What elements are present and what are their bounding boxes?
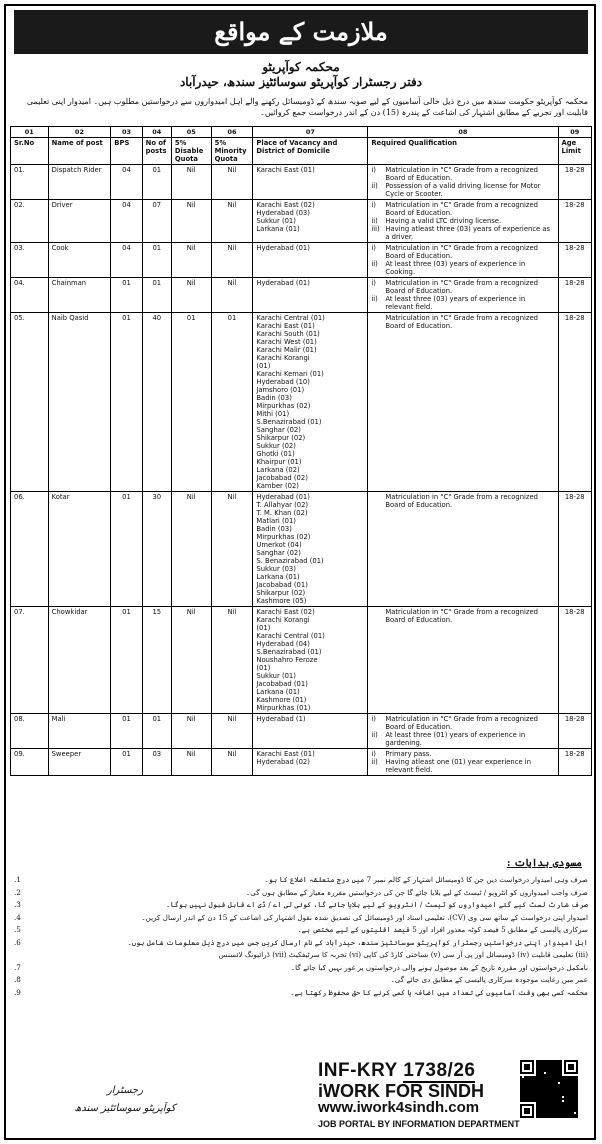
bps-cell: 01 [111,278,142,313]
qualification-cell [368,278,558,313]
sr-no-cell: 02. [11,200,49,243]
place-item: Mirpurkhas (01) [256,704,311,712]
place-item: Shikarpur (02) [256,589,306,597]
instruction-item [14,887,588,900]
qualification-list [371,244,554,276]
qualification-cell [368,200,558,243]
posts-count-cell: 01 [142,165,171,200]
instruction-item [14,937,588,950]
age-limit-cell: 18-28 [558,749,592,776]
qualification-marker [371,314,385,330]
place-item: Karachi East (02) [256,201,315,209]
age-limit-cell: 18-28 [558,313,592,492]
intro-paragraph: محکمہ کوآپریٹو حکومت سندھ میں درج ذیل خالی آسامیوں کے لیے صوبہ سندھ کے ڈومیسائل رکھنے والے اہل امیدواروں سے درخواستیں مطلوب ہیں۔ امیدوار اپنی تعلیمی قابلیت اور تجربے کے مطابق اشتہار کی اشاعت کے پندرہ (15) دن کے اندر درخواست جمع کروائیں۔ [26,97,588,117]
place-item: Karachi Korangi [256,616,310,624]
bps-cell: 01 [111,749,142,776]
qualification-text: Matriculation in "C" Grade from a recognized Board of Education. [385,279,538,295]
posts-count-cell: 01 [142,243,171,278]
table-row [11,749,592,776]
posts-count-cell: 01 [142,278,171,313]
qualification-text: At least three (03) years of experience in relevant field. [385,295,526,311]
bps-cell: 01 [111,492,142,607]
place-item: T. M. Khan (02) [256,509,308,517]
instruction-number: 8. [14,975,21,984]
qualification-list [371,715,554,747]
places-cell [253,749,368,776]
qualification-marker: i) [371,279,376,287]
qualification-marker [371,608,385,624]
place-item: Jacobabad (01) [256,680,308,688]
instruction-number: 5. [14,925,21,934]
disable-quota-cell: Nil [171,165,211,200]
qualification-item [371,260,554,276]
post-name-cell: Chainman [48,278,111,313]
age-limit-cell: 18-28 [558,278,592,313]
place-item: Kashmore (01) [256,696,307,704]
instruction-text: صرف واجب امیدواروں کو انٹرویو / ٹیسٹ کے لیے بلایا جائے گا جن کی درخواستیں مقررہ معیار کے مطابق ہوں گی۔ [246,887,588,897]
instruction-item [14,899,588,912]
place-item: Badin (03) [256,394,292,402]
table-row [11,165,592,200]
place-item: Karachi East (01) [256,322,315,330]
disable-quota-cell: Nil [171,714,211,749]
places-cell [253,165,368,200]
table-row [11,313,592,492]
place-item: Hyderabad (04) [256,640,310,648]
qualification-item [371,201,554,217]
qualification-item [371,182,554,198]
qualification-text: Matriculation in "C" Grade from a recognized Board of Education. [385,201,538,217]
qr-code-icon [520,1060,578,1118]
qualification-text: Matriculation in "C" Grade from a recognized Board of Education. [385,715,538,731]
qualification-marker: i) [371,750,376,758]
place-item: Karachi Central (01) [256,632,325,640]
place-item: Badin (03) [256,525,292,533]
place-item: Karachi Central (01) [256,314,325,322]
table-row [11,607,592,714]
disable-quota-cell: Nil [171,243,211,278]
qualification-text: Matriculation in "C" Grade from a recognized Board of Education. [385,244,538,260]
column-header: 5% Minority Quota [211,138,253,165]
qualification-cell [368,607,558,714]
posts-count-cell: 40 [142,313,171,492]
qualification-marker: ii) [371,758,378,766]
disable-quota-cell: Nil [171,492,211,607]
bps-cell: 04 [111,200,142,243]
column-header: Place of Vacancy and District of Domicile [253,138,368,165]
qualification-list [371,201,554,241]
instruction-item [14,962,588,975]
bps-cell: 01 [111,607,142,714]
qualification-list [371,314,554,330]
bps-cell: 01 [111,714,142,749]
qualification-text: Matriculation in "C" Grade from a recognized Board of Education. [385,166,538,182]
places-cell [253,313,368,492]
column-number: 04 [142,127,171,138]
place-item: Karachi South (01) [256,330,320,338]
disable-quota-cell: Nil [171,607,211,714]
places-cell [253,607,368,714]
qualification-cell [368,165,558,200]
qualification-list [371,166,554,198]
signature-title: رجسٹرار [106,1085,144,1096]
qualification-item [371,217,554,225]
minority-quota-cell: Nil [211,278,253,313]
place-item: Sanghar (02) [256,549,301,557]
column-number: 07 [253,127,368,138]
disable-quota-cell: Nil [171,278,211,313]
qualification-list [371,608,554,624]
column-number: 03 [111,127,142,138]
column-number-row [11,127,592,138]
column-number: 01 [11,127,49,138]
qualification-list [371,493,554,509]
bps-cell: 04 [111,243,142,278]
qualification-item [371,715,554,731]
place-item: Kamber (02) [256,482,299,490]
place-item: (01) [256,362,271,370]
place-item: Umerkot (04) [256,541,302,549]
brand-name [318,1082,520,1100]
table-row [11,714,592,749]
sr-no-cell: 04. [11,278,49,313]
minority-quota-cell: Nil [211,492,253,607]
qualification-text: Possession of a valid driving license for Motor Cycle or Scooter. [385,182,541,198]
place-item: Karachi Kemari (01) [256,370,324,378]
post-name-cell: Kotar [48,492,111,607]
instruction-number: 2. [14,887,21,897]
column-header-row [11,138,592,165]
place-item: Mithi (01) [256,410,290,418]
qualification-item [371,731,554,747]
post-name-cell: Chowkidar [48,607,111,714]
bps-cell: 01 [111,313,142,492]
place-item: Larkana (01) [256,573,300,581]
table-row [11,200,592,243]
sr-no-cell: 08. [11,714,49,749]
place-item: Karachi Korangi [256,354,310,362]
qualification-marker: i) [371,715,376,723]
qualification-marker [371,493,385,509]
instruction-text: نامکمل درخواستوں اور مقررہ تاریخ کے بعد موصول ہونے والی درخواستوں پر غور نہیں کیا جائے گا۔ [290,962,588,972]
minority-quota-cell: Nil [211,243,253,278]
qualification-text: Matriculation in "C" Grade from a recognized Board of Education. [385,608,538,624]
place-item: S.Benazirabad (01) [256,648,322,656]
age-limit-cell: 18-28 [558,607,592,714]
place-item: Khairpur (01) [256,458,302,466]
brand-prefix: i [318,1081,324,1101]
signature-office: کوآپریٹو سوسائٹیز سندھ [74,1103,176,1114]
posts-count-cell: 01 [142,714,171,749]
posts-count-cell: 07 [142,200,171,243]
instruction-text: امیدوار اپنی درخواست کے ساتھ سی وی (CV)، تعلیمی اسناد اور ڈومیسائل کی تصدیق شدہ نقول اشتہار کی اشاعت کے 15 دن کے اندر ارسال کریں۔ [141,912,588,922]
post-name-cell: Naib Qasid [48,313,111,492]
vacancy-table-body [11,165,592,776]
qualification-cell [368,714,558,749]
qualification-list [371,750,554,774]
disable-quota-cell: Nil [171,749,211,776]
qualification-marker: ii) [371,182,378,190]
signature-block [50,1082,200,1118]
qualification-marker: i) [371,201,376,209]
qualification-marker: ii) [371,260,378,268]
department-name: محکمہ کوآپریٹو [262,60,340,74]
age-limit-cell: 18-28 [558,243,592,278]
instruction-item [14,974,588,987]
age-limit-cell: 18-28 [558,492,592,607]
place-item: (01) [256,664,271,672]
qualification-item [371,758,554,774]
place-item: T. Allahyar (02) [256,501,309,509]
department-header [14,60,588,90]
minority-quota-cell: Nil [211,165,253,200]
place-item: Hyderabad (1) [256,715,306,723]
qualification-text: Having atleast one (01) year experience in relevant field. [385,758,532,774]
qualification-marker: ii) [371,731,378,739]
place-item: Karachi East (01) [256,166,315,174]
place-item: Sanghar (02) [256,426,301,434]
place-item: Sukkur (01) [256,217,296,225]
qualification-cell [368,243,558,278]
minority-quota-cell: Nil [211,200,253,243]
instruction-number: 9. [14,987,21,997]
instruction-item [14,987,588,1000]
place-item: Sukkur (03) [256,565,296,573]
column-number: 05 [171,127,211,138]
instruction-number: 1. [14,875,21,884]
place-item: Hyderabad (01) [256,493,310,501]
qualification-text: Primary pass. [385,750,432,758]
instruction-text: محکمہ کسی بھی وقت آسامیوں کی تعداد میں اضافہ یا کمی کرنے کا حق محفوظ رکھتا ہے۔ [290,987,588,997]
instruction-text: عمر میں رعایت موجودہ سرکاری پالیسی کے مطابق دی جائے گی۔ [390,975,588,984]
place-item: Larkana (01) [256,688,300,696]
post-name-cell: Sweeper [48,749,111,776]
place-item: Shikarpur (02) [256,434,306,442]
office-name: دفتر رجسٹرار کوآپریٹو سوسائٹیز سندھ، حیدرآباد [179,75,423,89]
post-name-cell: Cook [48,243,111,278]
portal-url[interactable]: www.iwork4sindh.com [318,1099,480,1116]
qualification-text: Matriculation in "C" Grade from a recognized Board of Education. [385,493,538,509]
column-header: Sr.No [11,138,49,165]
qualification-item [371,750,554,758]
place-item: Mirpurkhas (02) [256,533,311,541]
sr-no-cell: 01. [11,165,49,200]
inf-code [318,1060,520,1082]
qualification-item [371,608,554,624]
age-limit-cell: 18-28 [558,165,592,200]
qualification-item [371,244,554,260]
qualification-cell [368,492,558,607]
instruction-item [14,924,588,937]
places-cell [253,200,368,243]
disable-quota-cell: 01 [171,313,211,492]
qualification-text: Having a valid LTC driving license. [385,217,502,225]
table-row [11,492,592,607]
table-row [11,243,592,278]
place-item: Jacobabad (01) [256,581,308,589]
column-header: Required Qualification [368,138,558,165]
qualification-item [371,225,554,241]
qualification-item [371,295,554,311]
sr-no-cell: 09. [11,749,49,776]
footer-block [318,1060,520,1129]
instruction-number: 4. [14,912,21,922]
places-cell [253,243,368,278]
posts-count-cell: 03 [142,749,171,776]
column-header: Age Limit [558,138,592,165]
place-item: Kashmore (05) [256,597,307,605]
instruction-text: سرکاری پالیسی کے مطابق 5 فیصد کوٹہ معذور افراد اور 5 فیصد اقلیتوں کے لیے مختص ہے۔ [297,925,588,934]
instruction-text: اہل امیدوار اپنی درخواستیں رجسٹرار کوآپریٹو سوسائٹیز سندھ، حیدرآباد کے نام ارسال کریں جس میں درج ذیل معلومات شامل ہوں۔ [127,937,588,947]
qualification-item [371,493,554,509]
inf-prefix: INF-KRY [318,1060,398,1081]
portal-caption: JOB PORTAL BY INFORMATION DEPARTMENT [318,1119,520,1129]
qualification-marker: ii) [371,295,378,303]
bps-cell: 04 [111,165,142,200]
qualification-text: At least three (03) years of experience in Cooking. [385,260,526,276]
posts-count-cell: 30 [142,492,171,607]
sr-no-cell: 05. [11,313,49,492]
instruction-item [14,912,588,925]
place-item: Mirpurkhas (02) [256,402,311,410]
qualification-list [371,279,554,311]
disable-quota-cell: Nil [171,200,211,243]
column-number: 08 [368,127,558,138]
instruction-number: 6. [14,937,21,947]
banner-title: ملازمت کے مواقع [14,10,588,54]
inf-number: 1738/26 [403,1060,476,1081]
minority-quota-cell: Nil [211,607,253,714]
instructions-title: مسودی ہدایات : [506,858,582,869]
brand-text: WORK FOR SINDH [323,1081,485,1101]
place-item: Ghotki (01) [256,450,295,458]
qualification-marker: i) [371,166,376,174]
qualification-item [371,279,554,295]
place-item: Karachi West (01) [256,338,317,346]
sr-no-cell: 03. [11,243,49,278]
post-name-cell: Dispatch Rider [48,165,111,200]
place-item: Karachi Malir (01) [256,346,317,354]
instruction-item [14,874,588,887]
qualification-text: Having atleast three (03) years of experience as a driver. [385,225,551,241]
place-item: S.Benazirabad (01) [256,418,322,426]
place-item: Matlari (01) [256,517,296,525]
qualification-marker: i) [371,244,376,252]
qualification-item [371,166,554,182]
vacancy-table [10,126,592,776]
post-name-cell: Mali [48,714,111,749]
instruction-text: صرف وہی امیدوار درخواست دیں جن کا ڈومیسائل اشتہار کے کالم نمبر 7 میں درج متعلقہ اضلاع کا ہو۔ [264,875,588,884]
qualification-text: At least three (01) years of experience in gardening. [385,731,526,747]
place-item: (01) [256,624,271,632]
place-item: Hyderabad (10) [256,378,310,386]
column-number: 02 [48,127,111,138]
place-item: Larkana (02) [256,466,300,474]
instruction-number: 7. [14,962,21,972]
place-item: Noushahro Feroze [256,656,318,664]
column-header: No of posts [142,138,171,165]
place-item: Larkana (01) [256,225,300,233]
instruction-text: (iii) تعلیمی قابلیت (iv) ڈومیسائل اور پی آر سی (v) شناختی کارڈ کی کاپی (vi) تجربہ کا سرٹیفکیٹ (vii) ڈرائیونگ لائسنس [218,950,588,959]
instruction-number: 3. [14,900,21,909]
minority-quota-cell: 01 [211,313,253,492]
instruction-item [14,949,588,962]
column-number: 06 [211,127,253,138]
qualification-marker: ii) [371,217,378,225]
qualification-marker: iii) [371,225,380,233]
place-item: Sukkur (01) [256,672,296,680]
sr-no-cell: 06. [11,492,49,607]
place-item: Hyderabad (03) [256,209,310,217]
minority-quota-cell: Nil [211,749,253,776]
place-item: Karachi East (02) [256,608,315,616]
column-header: Name of post [48,138,111,165]
places-cell [253,278,368,313]
place-item: Hyderabad (02) [256,758,310,766]
qualification-cell [368,313,558,492]
place-item: Jacobabad (02) [256,474,308,482]
column-number: 09 [558,127,592,138]
place-item: Karachi East (01) [256,750,315,758]
places-cell [253,714,368,749]
age-limit-cell: 18-28 [558,714,592,749]
minority-quota-cell: Nil [211,714,253,749]
place-item: Jamshoro (01) [256,386,305,394]
age-limit-cell: 18-28 [558,200,592,243]
qualification-item [371,314,554,330]
qualification-text: Matriculation in "C" Grade from a recognized Board of Education. [385,314,538,330]
column-header: 5% Disable Quota [171,138,211,165]
place-item: Hyderabad (01) [256,244,310,252]
posts-count-cell: 15 [142,607,171,714]
column-header: BPS [111,138,142,165]
instructions-list [14,874,588,999]
place-item: Hyderabad (01) [256,279,310,287]
post-name-cell: Driver [48,200,111,243]
qualification-cell [368,749,558,776]
place-item: Sukkur (02) [256,442,296,450]
table-row [11,278,592,313]
places-cell [253,492,368,607]
sr-no-cell: 07. [11,607,49,714]
instruction-text: صرف شارٹ لسٹ کیے گئے امیدواروں کو ٹیسٹ / انٹرویو کے لیے بلایا جائے گا، کوئی ٹی اے / ڈی اے قابل قبول نہیں ہوگا۔ [166,900,588,909]
place-item: S. Benazirabad (01) [256,557,324,565]
